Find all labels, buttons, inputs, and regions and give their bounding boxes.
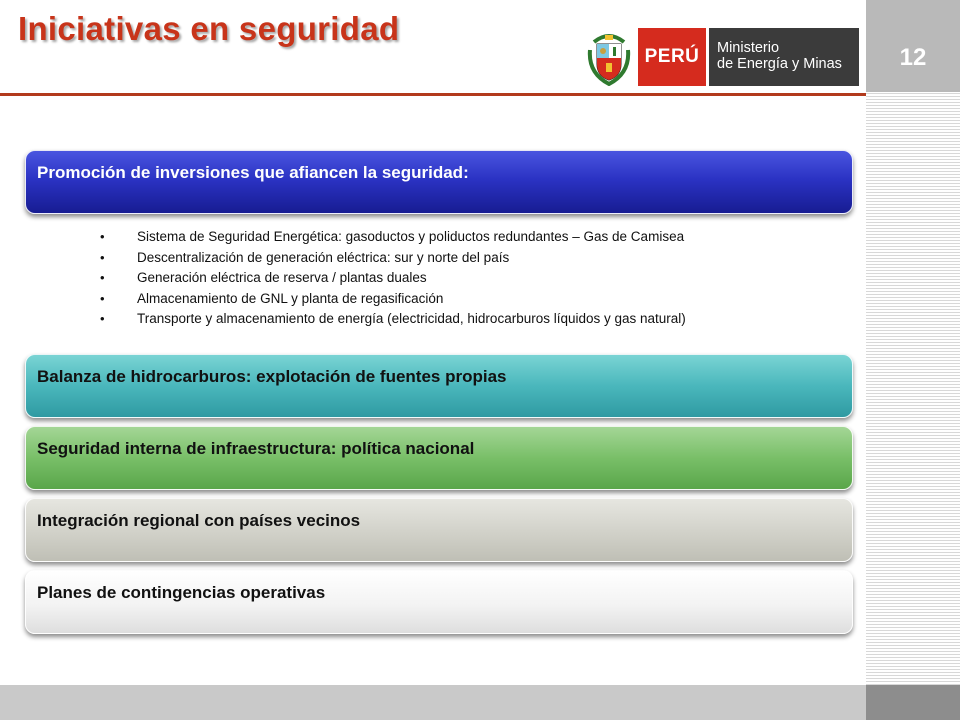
bullet-item: • Transporte y almacenamiento de energía (electricidad, hidrocarburos líquidos y gas natural) <box>100 310 686 331</box>
section-contingency-plans: Planes de contingencias operativas <box>25 570 853 634</box>
bottom-band <box>0 685 866 720</box>
investment-bullet-list <box>100 228 686 331</box>
ministry-line-1: Ministerio <box>717 40 780 56</box>
bullet-item: • Generación eléctrica de reserva / plantas duales <box>100 269 686 290</box>
ministry-line-2: de Energía y Minas <box>717 56 842 72</box>
bullet-item: • Sistema de Seguridad Energética: gasoductos y poliductos redundantes – Gas de Camisea <box>100 228 686 249</box>
right-side-stripes <box>866 0 960 720</box>
peru-coat-of-arms-icon <box>586 28 632 86</box>
title-divider <box>0 93 866 96</box>
section-investment-promotion: Promoción de inversiones que afiancen la seguridad: <box>25 150 853 214</box>
ministry-label <box>709 28 859 86</box>
section-hydrocarbon-balance: Balanza de hidrocarburos: explotación de fuentes propias <box>25 354 853 418</box>
bullet-item: • Almacenamiento de GNL y planta de regasificación <box>100 290 686 311</box>
section-regional-integration: Integración regional con países vecinos <box>25 498 853 562</box>
page-number: 12 <box>899 44 927 71</box>
page-number-box <box>866 0 960 92</box>
slide-title: Iniciativas en seguridad <box>18 10 400 47</box>
bullet-item: • Descentralización de generación eléctrica: sur y norte del país <box>100 249 686 270</box>
peru-label: PERÚ <box>638 28 706 86</box>
section-infrastructure-security: Seguridad interna de infraestructura: política nacional <box>25 426 853 490</box>
right-bottom-block <box>866 685 960 720</box>
ministry-logo <box>586 28 859 86</box>
